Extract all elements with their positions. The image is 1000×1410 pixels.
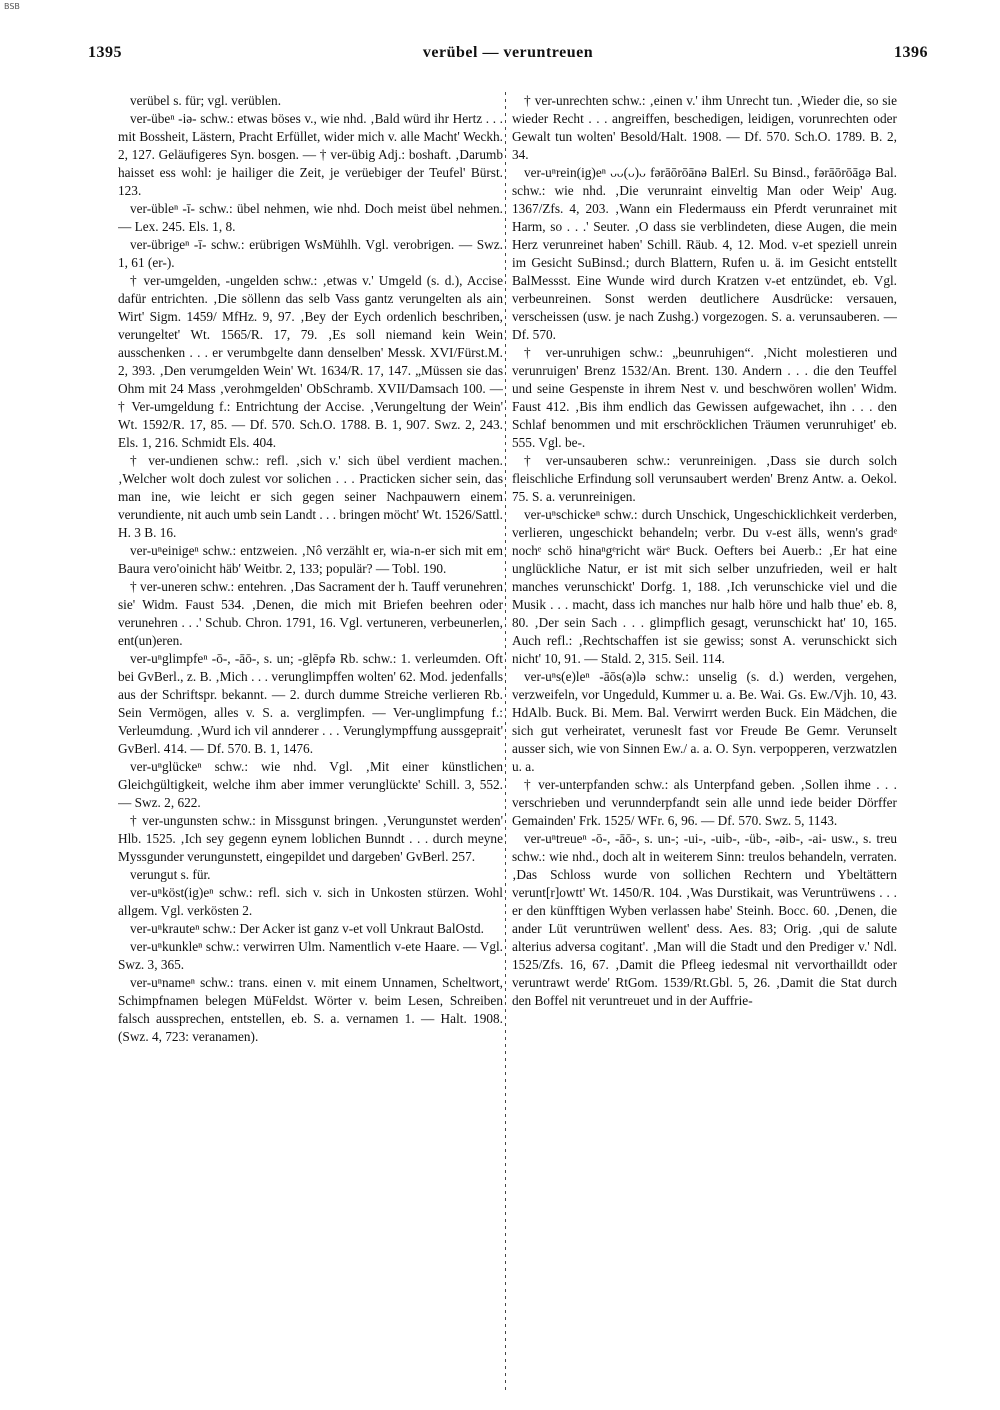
entry: † ver-ungunsten schw.: in Missgunst bringen. ‚Verungunstet werden' Hlb. 1525. ‚Ich sey gegenn eynem loblichen Bunndt . . . durch meyne Myssgunder verungunstett, eingepildet und dargeben' GvBerl. 257. [118, 813, 503, 864]
entry: ver-uⁿschickeⁿ schw.: durch Unschick, Ungeschicklichkeit verderben, verlieren, ungeschickt behandeln; verbr. Du v-est älls, wenn's gradᵉ nochᵉ schö hinaⁿgᵉricht wärᵉ Buck. Oefters bei Auerb.: ‚Er hat eine unglückliche Natur, er ist mit sich selber unzufrieden, weil er halt manches verunschickt' Dorfg. 1, 188. ‚Ich verunschicke viel und die Musik . . . macht, dass ich manches nur halb höre und halb thue' eb. 8, 80. ‚Der sein Sach . . . glimpflich gesagt, verunschickt hat' 10, 165. Auch refl.: ‚Rechtschaffen ist sie gewiss; sonst A. verunschickt sich nicht' 10, 91. — Stald. 2, 315. Seil. 114. [512, 507, 897, 666]
entry: † ver-unrechten schw.: ‚einen v.' ihm Unrecht tun. ‚Wieder die, so sie wieder Recht . . . angreiffen, beschedigen, leidigen, vorunrechten oder Gewalt tun wolten' Besold/Halt. 1908. — Df. 570. Sch.O. 1789. B. 2, 34. [512, 93, 897, 162]
entry: † ver-unsauberen schw.: verunreinigen. ‚Dass sie durch solch fleischliche Erfindung soll verunsaubert werden' Brenz Antw. a. Oekol. 75. S. a. verunreinigen. [512, 453, 897, 504]
left-column [118, 92, 503, 1397]
entry: ver-uⁿköst(ig)eⁿ schw.: refl. sich v. sich in Unkosten stürzen. Wohl allgem. Vgl. verkösten 2. [118, 885, 503, 918]
entry: verungut s. für. [130, 867, 211, 882]
running-title: verübel — veruntreuen [422, 44, 594, 61]
entry: ver-übrigeⁿ -ī- schw.: erübrigen WsMühlh. Vgl. verobrigen. — Swz. 1, 61 (er-). [118, 237, 503, 270]
entry: ver-uⁿs(e)leⁿ -āōs(ə)lə schw.: unselig (s. d.) werden, vergehen, verzweifeln, vor Ungeduld, Kummer u. a. Be. Wai. Gs. Ew./Vjh. 10, 43. HdAlb. Buck. Bi. Mem. Bal. Verwirrt werden Buck. Ein Mädchen, die sich gut verheiratet, veruneslt fast vor Freude Be Gemr. Verunselt ausser sich, wie von Sinnen Ew./ a. a. O. Syn. verpopperen, verzwatzlen u. a. [512, 669, 897, 774]
left-page-number: 1395 [88, 44, 122, 61]
entry: † ver-undienen schw.: refl. ‚sich v.' sich übel verdient machen. ‚Welcher wolt doch zulest vor solichen . . . Practicken sicher sein, das man ine, wie leicht er sich gegen seiner Nachpauwern einem verundiente, nit auch umb sein Landt . . . bringen möcht' Wt. 1526/Sattl. H. 3 B. 16. [118, 453, 503, 540]
entry: ver-uⁿtreueⁿ -ō-, -āō-, s. un-; -ui-, -uib-, -üb-, -əib-, -ai- usw., s. treu schw.: wie nhd., doch alt in weiterem Sinn: treulos behandeln, verraten. ‚Das Schloss wurde von sollichen Rechtern und Ybeltättern verunt[r]owtt' Wt. 1450/R. 104. ‚Was Durstikait, was Veruntrüwens . . . er den künfftigen Wyben verlassen habe' Steinh. Bocc. 60. ‚Denen, die ander Lüt veruntrüwen wellent' dess. Aes. 83; Orig. ‚qui de salute alterius adversa cogitant'. ‚Man will die Stadt und den Prediger v.' Ndl. 1525/Zfs. 16, 67. ‚Damit die Pfleeg iedesmal nit vervorthailldt oder veruntrawt werde' RtGom. 1539/Rt.Gbl. 5, 26. ‚Damit die Stat durch den Boffel nit veruntreuet und in der Auffrie- [512, 831, 897, 1008]
entry: ver-übleⁿ -ī- schw.: übel nehmen, wie nhd. Doch meist übel nehmen. — Lex. 245. Els. 1, 8. [118, 201, 503, 234]
entry: † ver-umgelden, -ungelden schw.: ‚etwas v.' Umgeld (s. d.), Accise dafür entrichten. ‚Die söllenn das selb Vass gantz verungelten als ain Wirt' Sigm. 1459/ MfHz. 9, 97. ‚Bey der Eych ordenlich beschriben, verungeltet' Wt. 1565/R. 17, 79. ‚Es soll niemand kein Wein ausschenken . . . er verumbgelte dann denselben' Messk. XVI/Fürst.M. 2, 393. ‚Den verumgelden Wein' Wt. 1634/R. 17, 147. „Müssen sie das Ohm mit 24 Mass ‚verohmgelden' ObSchramb. XVII/Damsach 100. — † Ver-umgeldung f.: Entrichtung der Accise. ‚Verungeltung der Wein' Wt. 1592/R. 17, 85. — Df. 570. Sch.O. 1788. B. 1, 907. Swz. 2, 243. Els. 1, 216. Schmidt Els. 404. [118, 273, 503, 450]
entry: ver-uⁿnameⁿ schw.: trans. einen v. mit einem Unnamen, Scheltwort, Schimpfnamen belegen MüFeldst. Wörter v. beim Lesen, Schreiben falsch aussprechen, entstellen, eb. S. a. vernamen 1. — Halt. 1908. (Swz. 4, 723: veranamen). [118, 975, 503, 1044]
library-watermark: BSB [4, 2, 20, 11]
entry: † ver-unterpfanden schw.: als Unterpfand geben. ‚Sollen ihme . . . verschrieben und verunnderpfandt sein alle unnd iede beider Dörffer Gemainden' Frk. 1525/ WFr. 6, 96. — Df. 570. Swz. 5, 1143. [512, 777, 897, 828]
entry: ver-uⁿglückeⁿ schw.: wie nhd. Vgl. ‚Mit einer künstlichen Gleichgültigkeit, welche ihm aber immer verunglückte' Schill. 3, 552. — Swz. 2, 622. [118, 759, 503, 810]
page-header [88, 44, 928, 66]
column-divider [505, 92, 506, 1392]
entry: ver-uⁿkrauteⁿ schw.: Der Acker ist ganz v-et voll Unkraut BalOstd. [130, 921, 484, 936]
entry: ver-übeⁿ -iə- schw.: etwas böses v., wie nhd. ‚Bald würd ihr Hertz . . . mit Bossheit, Lästern, Pracht Erfüllet, wider mich v. alle Macht' Weckh. 2, 127. Geläufigeres Syn. bosgen. — † ver-übig Adj.: boshaft. ‚Darumb haisset ess wohl: je hailiger die Zeit, je verüebiger der Teufel' Bürst. 123. [118, 111, 503, 198]
entry: ver-uⁿrein(ig)eⁿ ᴗᴗ(ᴗ)ᴗ fərāōrōānə BalErl. Su Binsd., fərāōrōāgə Bal. schw.: wie nhd. ‚Die verunraint einveltig Man oder Weip' Aug. 1367/Zfs. 4, 203. ‚Wann ein Fledermauss ein Pferdt verunrainet mit Harm, so . . .' Seuter. ‚O dass sie verblindeten, diese Augen, die mein Herz verunreinet haben' Schill. Räub. 4, 12. Mod. v-et speziell unrein im Gesicht SuBinsd.; durch Blattern, Rufen u. ä. im Gesicht entstellt BalMessst. Eine Wunde wird durch Kratzen v-et entzündet, eb. Vgl. verbeunreinen. Sonst werden deutlichere Ausdrücke: versauen, verscheissen (usw. je nach Zushg.) vorgezogen. S. a. verunsauberen. — Df. 570. [512, 165, 897, 342]
entry: † ver-uneren schw.: entehren. ‚Das Sacrament der h. Tauff verunehren sie' Widm. Faust 534. ‚Denen, die mich mit Briefen beehren oder verunehren . . .' Schub. Chron. 1791, 16. Vgl. vertuneren, verbeunerlen, ent(un)eren. [118, 579, 503, 648]
entry: ver-uⁿglimpfeⁿ -ō-, -āō-, s. un; -glēpfə Rb. schw.: 1. verleumden. Oft bei GvBerl., z. B. ‚Mich . . . verunglimpffen wolten' 62. Mod. jedenfalls aus der Schriftspr. bekannt. — 2. durch dumme Streiche verlieren Rb. Sein Vermögen, alles v. S. a. verglimpfen. — Ver-unglimpfung f.: Verleumdung. ‚Wurd ich vil annderer . . . Verunglympffung aussgeprait' GvBerl. 414. — Df. 570. B. 1, 1476. [118, 651, 503, 756]
entry: ver-uⁿkunkleⁿ schw.: verwirren Ulm. Namentlich v-ete Haare. — Vgl. Swz. 3, 365. [118, 939, 503, 972]
entry: verübel s. für; vgl. verüblen. [130, 93, 282, 108]
right-page-number: 1396 [894, 44, 928, 61]
entry: † ver-unruhigen schw.: „beunruhigen“. ‚Nicht molestieren und verunruigen' Brenz 1532/An. Brent. 130. Andern . . . die den Teuffel und seine Gespenste in ihrem Nest v. und beschwören wollen' Widm. Faust 412. ‚Bis ihm endlich das Gewissen aufgewachet, ihn . . . den Schlaf benommen und mit erschröcklichen Träumen verunruhiget' eb. 555. Vgl. be-. [512, 345, 897, 450]
entry: ver-uⁿeinigeⁿ schw.: entzweien. ‚Nô verzählt er, wia-n-er sich mit em Baura vero'oinicht häb' Weitbr. 2, 133; populär? — Tobl. 190. [118, 543, 503, 576]
right-column [512, 92, 897, 1397]
